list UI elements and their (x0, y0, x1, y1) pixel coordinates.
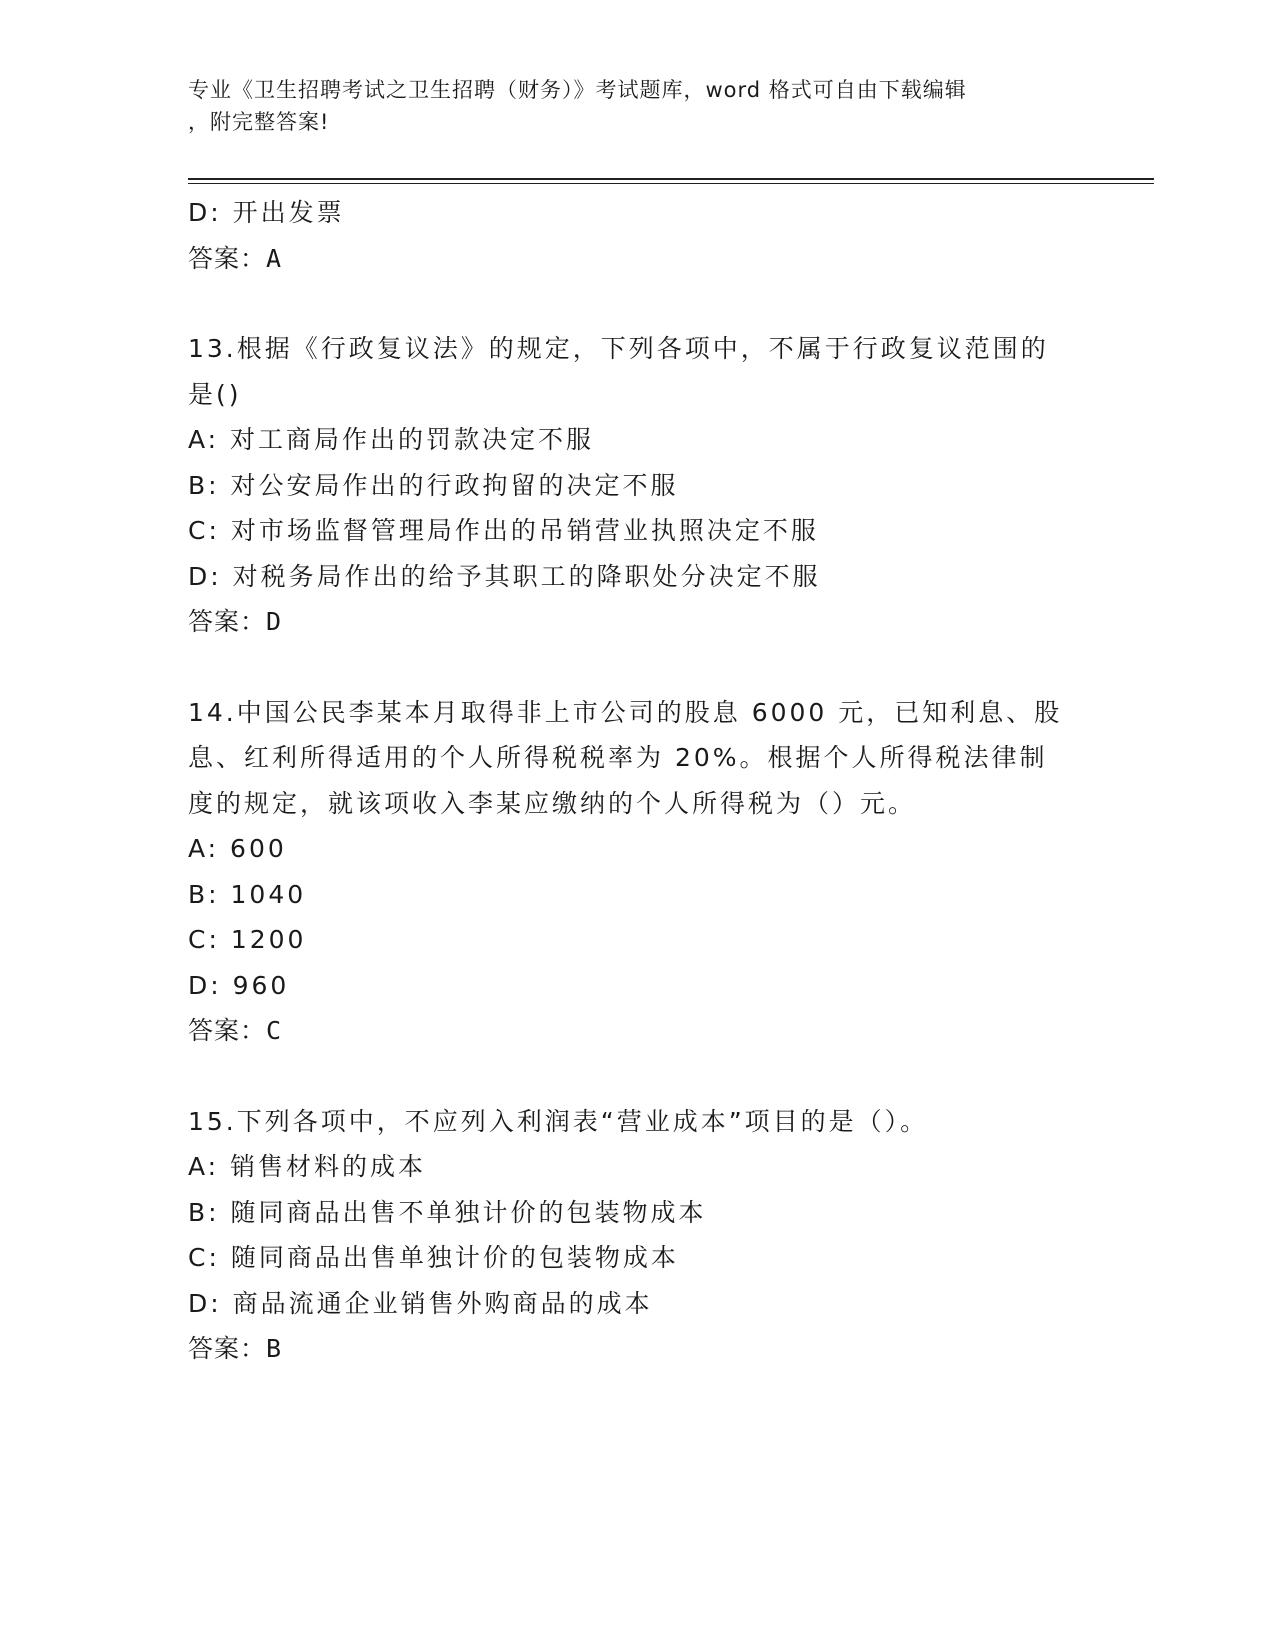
question-stem-line: 15.下列各项中，不应列入利润表“营业成本”项目的是（）。 (188, 1106, 929, 1136)
question-14 (188, 690, 1088, 1054)
answer-line (188, 236, 1088, 282)
answer-label: 答案： (188, 1334, 267, 1363)
answer-line (188, 1326, 1088, 1372)
spacer (188, 1054, 1088, 1099)
answer-value: A (266, 243, 283, 273)
option-c: C: 随同商品出售单独计价的包装物成本 (188, 1243, 679, 1272)
header-line-1: 专业《卫生招聘考试之卫生招聘（财务）》考试题库，word 格式可自由下载编辑 (188, 78, 967, 102)
answer-value: D (266, 607, 283, 636)
option-b: B: 对公安局作出的行政拘留的决定不服 (188, 470, 679, 500)
answer-label: 答案： (188, 243, 267, 273)
option-d: D: 开出发票 (188, 198, 345, 227)
answer-label: 答案： (188, 607, 267, 636)
header-divider-thick (188, 178, 1154, 180)
question-13 (188, 326, 1088, 645)
question-15 (188, 1099, 1088, 1372)
option-d: D: 商品流通企业销售外购商品的成本 (188, 1288, 653, 1318)
option-a: A: 销售材料的成本 (188, 1152, 427, 1181)
header-divider-thin (188, 183, 1154, 184)
question-stem-line: 度的规定，就该项收入李某应缴纳的个人所得税为（）元。 (188, 788, 917, 818)
document-header (188, 74, 1088, 138)
answer-value: C (266, 1016, 283, 1045)
option-c: C: 1200 (188, 925, 307, 954)
header-line-2: ，附完整答案! (188, 110, 330, 134)
option-c: C: 对市场监督管理局作出的吊销营业执照决定不服 (188, 516, 819, 545)
option-d: D: 对税务局作出的给予其职工的降职处分决定不服 (188, 561, 821, 591)
answer-line (188, 1008, 1088, 1054)
question-12-tail (188, 190, 1088, 281)
question-stem-line: 13.根据《行政复议法》的规定，下列各项中，不属于行政复议范围的 (188, 334, 1049, 363)
question-stem-line: 是() (188, 379, 242, 409)
option-a: A: 600 (188, 834, 287, 863)
question-stem-line: 息、红利所得适用的个人所得税税率为 20%。根据个人所得税法律制 (188, 743, 1048, 772)
option-b: B: 1040 (188, 879, 307, 909)
answer-value: B (266, 1334, 283, 1363)
option-b: B: 随同商品出售不单独计价的包装物成本 (188, 1197, 707, 1227)
answer-line (188, 599, 1088, 645)
spacer (188, 281, 1088, 326)
option-d: D: 960 (188, 970, 290, 1000)
spacer (188, 645, 1088, 690)
question-list (188, 190, 1088, 1372)
option-a: A: 对工商局作出的罚款决定不服 (188, 425, 595, 454)
answer-label: 答案： (188, 1016, 267, 1045)
question-stem-line: 14.中国公民李某本月取得非上市公司的股息 6000 元，已知利息、股 (188, 697, 1063, 727)
